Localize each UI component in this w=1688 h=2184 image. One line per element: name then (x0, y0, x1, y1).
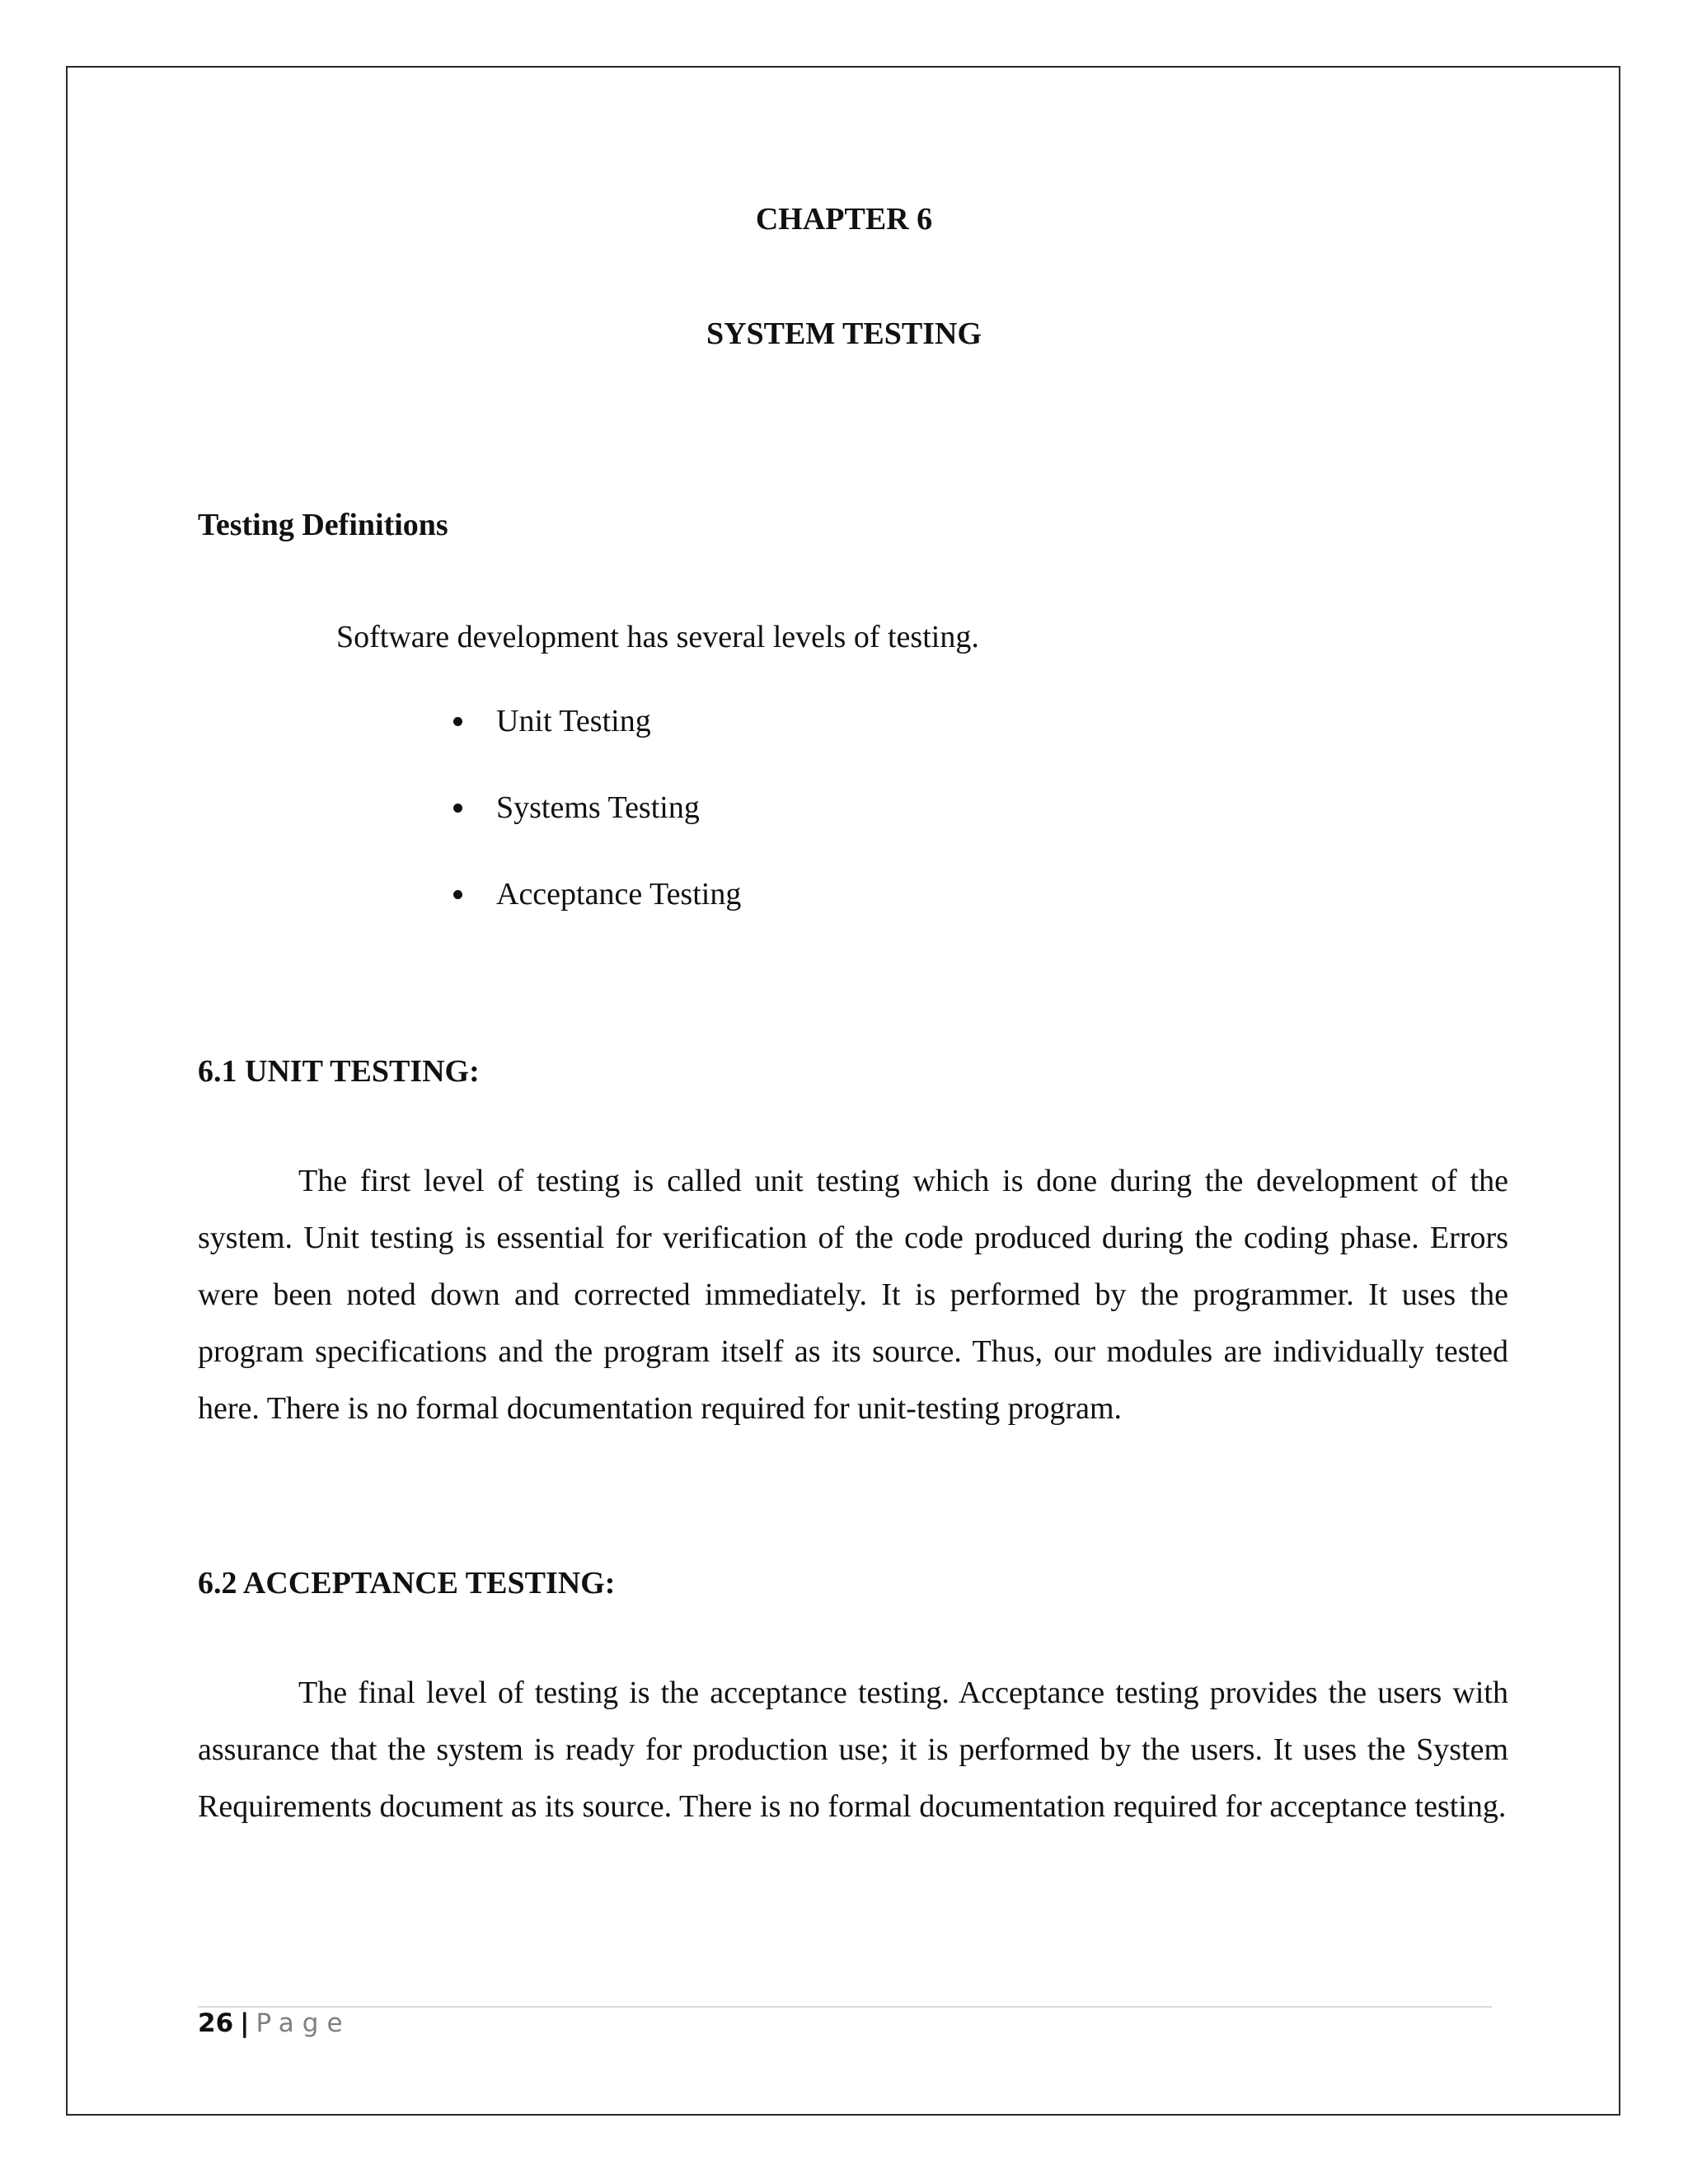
unit-testing-paragraph: The first level of testing is called unit testing which is done during the development of the system. Unit testing is essential for verification of the code produced during the coding phase. Errors were been noted down and corrected immediately. It is performed by the programmer. It uses the program specifications and the program itself as its source. Thus, our modules are individually tested here. There is no formal documentation required for unit-testing program. (198, 1164, 1508, 1426)
page-number: 26 (198, 2008, 234, 2038)
list-item-label: Systems Testing (496, 790, 700, 825)
list-item-label: Unit Testing (496, 704, 651, 738)
chapter-subtitle: SYSTEM TESTING (706, 316, 982, 351)
footer-divider (198, 2006, 1492, 2008)
footer-separator: | (240, 2008, 250, 2038)
acceptance-testing-paragraph: The final level of testing is the acceptance testing. Acceptance testing provides the users with assurance that the system is ready for production use; it is performed by the users. It uses the System Requirements document as its source. There is no formal documentation required for acceptance testing. (198, 1675, 1508, 1824)
acceptance-testing-heading: 6.2 ACCEPTANCE TESTING: (198, 1566, 616, 1601)
testing-definitions-heading: Testing Definitions (198, 508, 448, 542)
chapter-title: CHAPTER 6 (755, 202, 933, 237)
testing-levels-intro: Software development has several levels of testing. (336, 620, 979, 654)
page-label: Page (256, 2008, 351, 2038)
page-footer (198, 2008, 351, 2038)
bullet-icon (453, 890, 462, 899)
list-item-label: Acceptance Testing (496, 877, 742, 912)
bullet-icon (453, 717, 462, 726)
bullet-icon (453, 804, 462, 813)
unit-testing-heading: 6.1 UNIT TESTING: (198, 1054, 480, 1089)
